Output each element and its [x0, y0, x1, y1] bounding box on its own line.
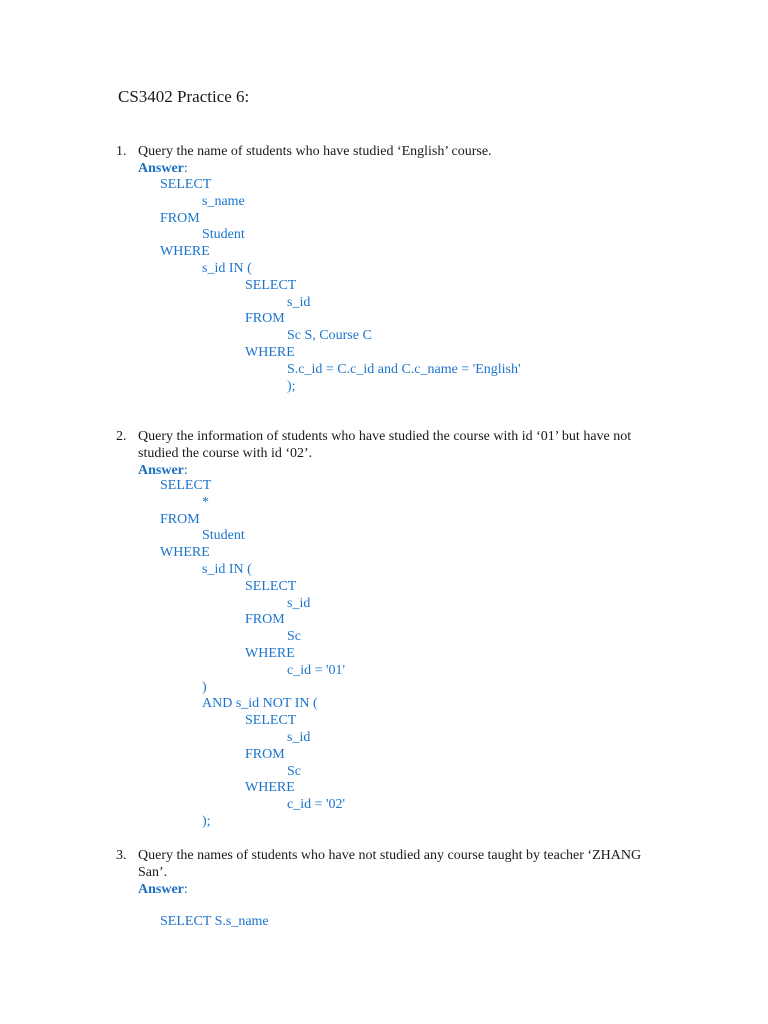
sql-line: );	[202, 814, 211, 829]
sql-line: WHERE	[160, 545, 210, 561]
sql-line: s_id	[287, 595, 311, 611]
question-2	[116, 428, 676, 462]
sql-line: SELECT S.s_name	[160, 914, 269, 929]
question-text	[138, 428, 676, 462]
sql-line: FROM	[160, 210, 200, 226]
page-title: CS3402 Practice 6:	[118, 87, 250, 106]
question-text-line: San’.	[138, 865, 168, 880]
question-1	[116, 143, 676, 160]
sql-line: Sc S, Course C	[287, 328, 372, 344]
question-number: 3.	[116, 848, 127, 863]
question-text	[138, 143, 676, 160]
sql-line: FROM	[245, 746, 285, 762]
sql-line: Sc	[287, 763, 301, 779]
sql-line: )	[202, 679, 207, 695]
sql-line: WHERE	[245, 646, 295, 661]
sql-line: Student	[202, 528, 245, 544]
sql-line: FROM	[245, 311, 285, 327]
question-text-line: studied the course with id ‘02’.	[138, 446, 313, 461]
question-number: 2.	[116, 429, 127, 444]
question-3	[116, 847, 676, 881]
sql-line: WHERE	[245, 345, 295, 360]
sql-line: s_name	[202, 193, 245, 209]
sql-line: WHERE	[245, 780, 295, 796]
answer-label-1: Answer:	[138, 161, 188, 176]
sql-line: S.c_id = C.c_id and C.c_name = 'English'	[287, 361, 521, 377]
sql-line: s_id	[287, 294, 311, 310]
sql-line: c_id = '01'	[287, 662, 346, 678]
sql-line: Student	[202, 227, 245, 243]
question-number: 1.	[116, 144, 127, 159]
sql-line: WHERE	[160, 244, 210, 260]
sql-line: FROM	[160, 511, 200, 527]
sql-line: s_id	[287, 730, 311, 745]
sql-line: AND s_id NOT IN (	[202, 696, 318, 712]
sql-line: SELECT	[245, 578, 297, 594]
sql-line: SELECT	[245, 713, 297, 729]
sql-line: s_id IN (	[202, 562, 252, 577]
sql-line: s_id IN (	[202, 261, 252, 276]
question-text-line: Query the names of students who have not studied any course taught by teacher ‘ZHANG	[138, 848, 642, 863]
sql-line: SELECT	[245, 277, 297, 293]
sql-line: );	[287, 378, 296, 394]
sql-line: c_id = '02'	[287, 797, 346, 813]
sql-line: *	[202, 494, 209, 510]
answer-label-2: Answer:	[138, 463, 188, 478]
sql-line: Sc	[287, 629, 301, 645]
sql-line: SELECT	[160, 177, 212, 192]
question-text-line: Query the name of students who have studied ‘English’ course.	[138, 144, 492, 159]
sql-line: SELECT	[160, 478, 212, 493]
answer-label-3: Answer:	[138, 882, 188, 897]
sql-line: FROM	[245, 612, 285, 628]
question-text-line: Query the information of students who have studied the course with id ‘01’ but have not	[138, 429, 632, 444]
question-text	[138, 847, 676, 881]
